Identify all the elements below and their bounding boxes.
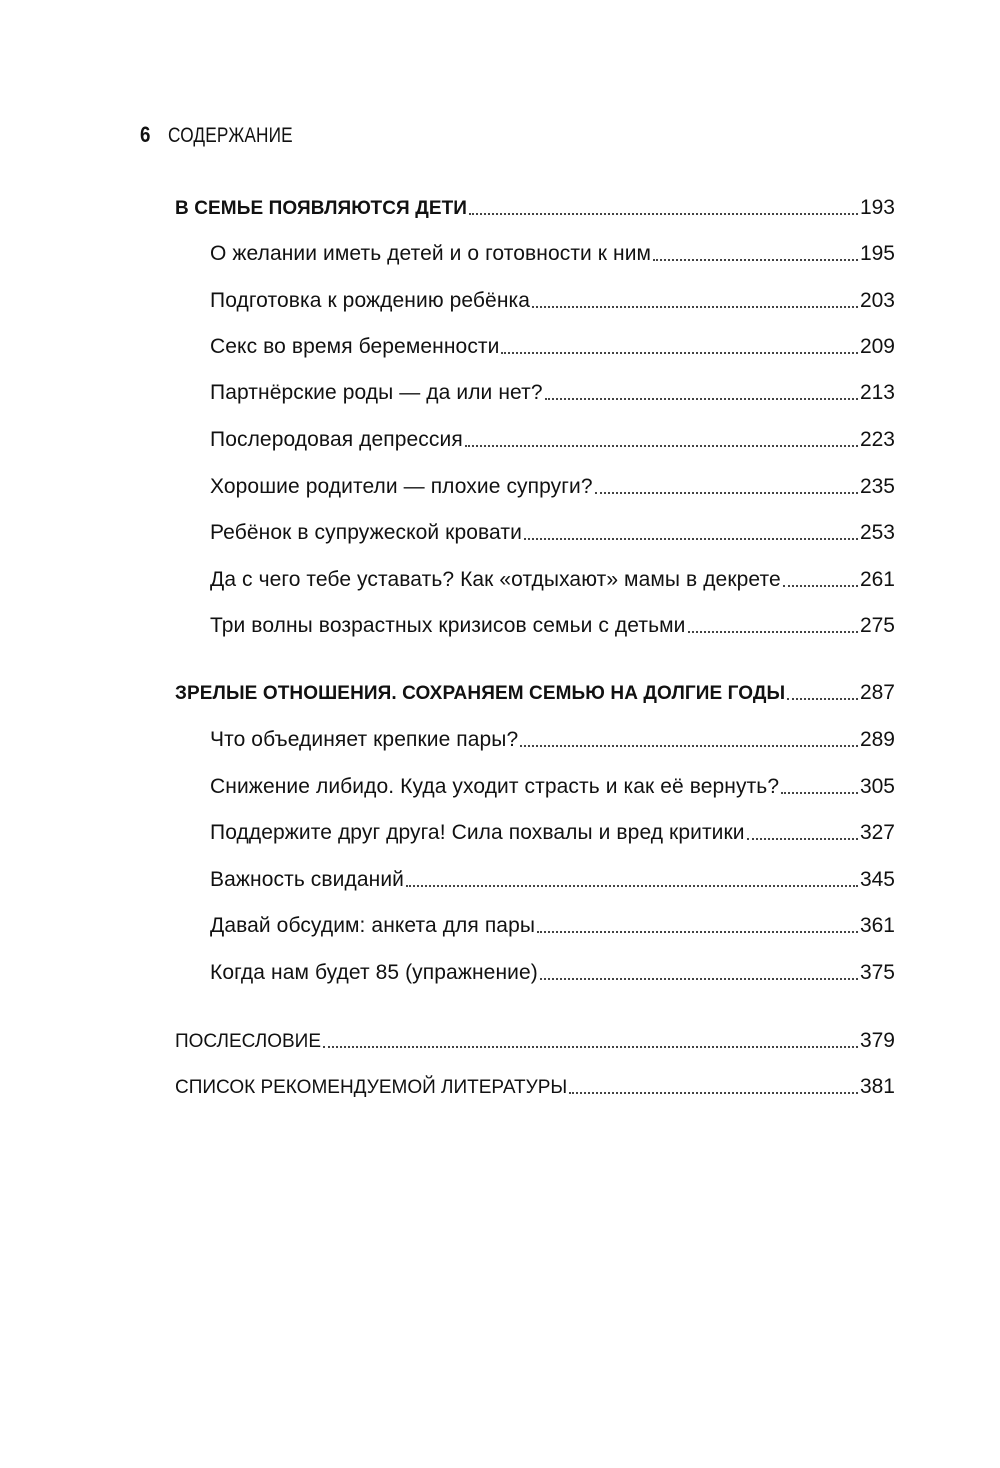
dot-leader — [406, 884, 858, 887]
toc-page-number: 275 — [859, 614, 895, 637]
toc-page-number: 327 — [859, 821, 895, 844]
toc-item — [210, 238, 895, 270]
toc-item — [210, 610, 895, 642]
toc-bibliography — [175, 1071, 895, 1103]
toc-item-title: Когда нам будет 85 (упражнение) — [210, 961, 538, 984]
toc-item-title: Да с чего тебе уставать? Как «отдыхают» мамы в декрете — [210, 568, 781, 591]
toc-item — [210, 424, 895, 456]
toc-page-number: 379 — [859, 1029, 895, 1052]
toc-item-title: Важность свиданий — [210, 868, 404, 891]
toc-chapter-mature-relationships — [175, 677, 895, 709]
toc-item — [210, 564, 895, 596]
toc-item-title: Партнёрские роды — да или нет? — [210, 381, 543, 404]
toc-item-title: О желании иметь детей и о готовности к ним — [210, 242, 652, 265]
toc-page-number: 203 — [859, 289, 895, 312]
toc-afterword — [175, 1025, 895, 1057]
dot-leader — [747, 837, 858, 840]
toc-item — [210, 331, 895, 363]
toc-item-title: СПИСОК РЕКОМЕНДУЕМОЙ ЛИТЕРАТУРЫ — [175, 1077, 568, 1098]
dot-leader — [787, 697, 858, 700]
toc-item-title: Хорошие родители — плохие супруги? — [210, 475, 593, 498]
dot-leader — [781, 791, 858, 794]
dot-leader — [653, 258, 858, 261]
toc-item-title: Снижение либидо. Куда уходит страсть и как её вернуть? — [210, 775, 780, 798]
toc-page-number: 345 — [859, 868, 895, 891]
toc-chapter-children — [175, 192, 895, 224]
toc-page-number: 375 — [859, 961, 895, 984]
dot-leader — [465, 444, 858, 447]
toc-chapter-title: В СЕМЬЕ ПОЯВЛЯЮТСЯ ДЕТИ — [175, 198, 468, 219]
toc-item — [210, 957, 895, 989]
dot-leader — [688, 630, 858, 633]
toc-item — [210, 517, 895, 549]
toc-item — [210, 817, 895, 849]
dot-leader — [783, 584, 858, 587]
dot-leader — [540, 977, 858, 980]
toc-page-number: 235 — [859, 475, 895, 498]
toc-item-title: Послеродовая депрессия — [210, 428, 463, 451]
toc-item — [210, 724, 895, 756]
toc-page-number: 261 — [859, 568, 895, 591]
dot-leader — [545, 397, 858, 400]
toc-item-title: Ребёнок в супружеской кровати — [210, 521, 522, 544]
dot-leader — [520, 744, 858, 747]
toc-page-number: 213 — [859, 381, 895, 404]
toc-item — [210, 377, 895, 409]
toc-item-title: Поддержите друг друга! Сила похвалы и вред критики — [210, 821, 745, 844]
toc-item-title: Что объединяет крепкие пары? — [210, 728, 519, 751]
toc-item-title: Секс во время беременности — [210, 335, 500, 358]
toc-item — [210, 910, 895, 942]
toc-item-title: Подготовка к рождению ребёнка — [210, 289, 531, 312]
dot-leader — [569, 1091, 858, 1094]
toc-item-title: ПОСЛЕСЛОВИЕ — [175, 1031, 322, 1052]
toc-item-title: Давай обсудим: анкета для пары — [210, 914, 536, 937]
running-title: СОДЕРЖАНИЕ — [168, 124, 294, 147]
dot-leader — [469, 212, 858, 215]
toc-page-number: 287 — [859, 681, 895, 704]
running-head — [140, 120, 321, 150]
toc-chapter-title: ЗРЕЛЫЕ ОТНОШЕНИЯ. СОХРАНЯЕМ СЕМЬЮ НА ДОЛГИЕ ГОДЫ — [175, 683, 786, 704]
dot-leader — [595, 491, 858, 494]
toc-page-number: 223 — [859, 428, 895, 451]
toc-item — [210, 285, 895, 317]
page-number: 6 — [140, 122, 151, 147]
toc-item-title: Три волны возрастных кризисов семьи с детьми — [210, 614, 686, 637]
dot-leader — [532, 305, 858, 308]
toc-page-number: 195 — [859, 242, 895, 265]
dot-leader — [501, 351, 857, 354]
toc-page-number: 381 — [859, 1075, 895, 1098]
toc-item — [210, 864, 895, 896]
toc-page-number: 289 — [859, 728, 895, 751]
dot-leader — [524, 537, 858, 540]
toc-page-number: 361 — [859, 914, 895, 937]
toc-page-number: 305 — [859, 775, 895, 798]
toc-item — [210, 471, 895, 503]
dot-leader — [537, 930, 858, 933]
toc-page-number: 209 — [859, 335, 895, 358]
toc-item — [210, 771, 895, 803]
toc-page-number: 193 — [859, 196, 895, 219]
toc-page-number: 253 — [859, 521, 895, 544]
dot-leader — [323, 1045, 858, 1048]
